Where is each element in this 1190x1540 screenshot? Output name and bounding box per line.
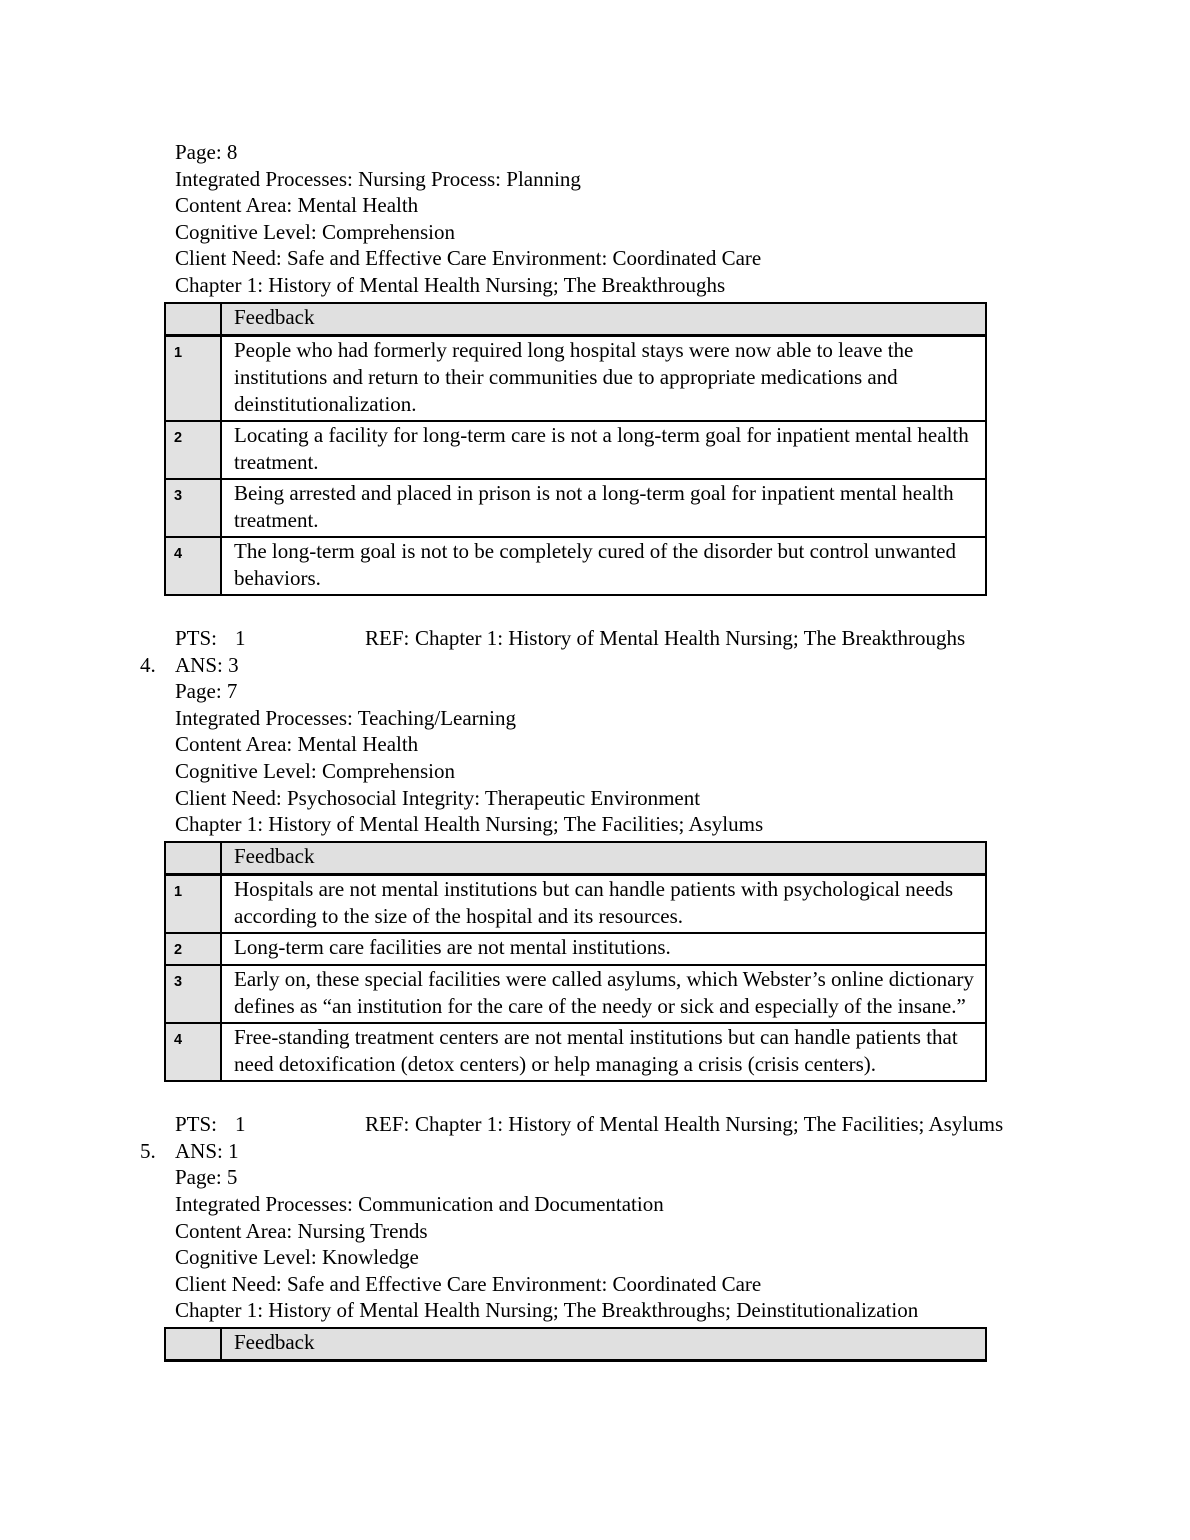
meta-line: Integrated Processes: Teaching/Learning <box>175 705 517 730</box>
feedback-table <box>164 302 987 596</box>
feedback-header-cell: Feedback <box>221 1328 986 1361</box>
sections-host <box>0 139 1190 1362</box>
question-section <box>0 652 1190 1138</box>
meta-line: Chapter 1: History of Mental Health Nursing; The Breakthroughs; Deinstitutionalization <box>175 1298 919 1323</box>
meta-line: Client Need: Safe and Effective Care Environment: Coordinated Care <box>175 1271 762 1296</box>
meta-line: Integrated Processes: Communication and Documentation <box>175 1191 664 1216</box>
meta-line: Chapter 1: History of Mental Health Nursing; The Breakthroughs <box>175 272 726 297</box>
answer-line <box>140 652 1190 679</box>
feedback-row-text: Early on, these special facilities were called asylums, which Webster’s online dictionary defines as “an institution for the care of the needy or sick and especially of the insane.” <box>221 965 986 1023</box>
meta-line: Integrated Processes: Nursing Process: Planning <box>175 166 581 191</box>
feedback-row-text: The long-term goal is not to be completely cured of the disorder but control unwanted behaviors. <box>221 537 986 595</box>
pts-label: PTS: <box>175 625 218 650</box>
feedback-header-number-cell <box>165 842 221 875</box>
feedback-row <box>165 537 986 595</box>
feedback-row-text: Long-term care facilities are not mental institutions. <box>221 933 986 965</box>
feedback-header-number-cell <box>165 303 221 336</box>
feedback-row-text: Free-standing treatment centers are not mental institutions but can handle patients that need detoxification (detox centers) or help managing a crisis (crisis centers). <box>221 1023 986 1081</box>
answer-line <box>140 1138 1190 1165</box>
feedback-row-number: 2 <box>165 421 221 479</box>
meta-line: Content Area: Nursing Trends <box>175 1218 428 1243</box>
meta-line: Client Need: Psychosocial Integrity: Therapeutic Environment <box>175 785 701 810</box>
feedback-row-number: 1 <box>165 874 221 933</box>
feedback-table <box>164 1327 987 1362</box>
question-section <box>0 1138 1190 1362</box>
answer-label: ANS: <box>175 1138 223 1163</box>
pts-label: PTS: <box>175 1111 218 1136</box>
feedback-row-number: 1 <box>165 335 221 421</box>
pts-ref-line <box>175 625 1190 652</box>
feedback-row <box>165 335 986 421</box>
meta-line: Page: 8 <box>175 140 238 164</box>
feedback-row-number: 4 <box>165 1023 221 1081</box>
feedback-row <box>165 1023 986 1081</box>
meta-line: Content Area: Mental Health <box>175 732 419 757</box>
meta-line: Client Need: Safe and Effective Care Environment: Coordinated Care <box>175 246 762 271</box>
feedback-header-row <box>165 303 986 336</box>
feedback-row-text: People who had formerly required long hospital stays were now able to leave the institutions and return to their communities due to appropriate medications and deinstitutionalization. <box>221 335 986 421</box>
feedback-row-number: 4 <box>165 537 221 595</box>
feedback-row <box>165 965 986 1023</box>
feedback-row-text: Being arrested and placed in prison is not a long-term goal for inpatient mental health treatment. <box>221 479 986 537</box>
feedback-row-number: 3 <box>165 965 221 1023</box>
feedback-row-number: 2 <box>165 933 221 965</box>
meta-line: Cognitive Level: Comprehension <box>175 219 455 244</box>
feedback-header-row <box>165 1328 986 1361</box>
feedback-row-text: Hospitals are not mental institutions but can handle patients with psychological needs according to the size of the hospital and its resources. <box>221 874 986 933</box>
feedback-header-cell: Feedback <box>221 303 986 336</box>
question-number: 4. <box>140 652 156 677</box>
pts-value: 1 <box>235 625 246 650</box>
question-number: 5. <box>140 1138 156 1163</box>
answer-value: 1 <box>228 1138 239 1163</box>
pts-ref-line <box>175 1111 1190 1138</box>
meta-line: Page: 5 <box>175 1165 238 1190</box>
question-section <box>0 139 1190 652</box>
feedback-header-row <box>165 842 986 875</box>
meta-line: Content Area: Mental Health <box>175 193 419 218</box>
ref-label: REF: <box>365 1111 410 1136</box>
feedback-header-cell: Feedback <box>221 842 986 875</box>
pts-value: 1 <box>235 1111 246 1136</box>
feedback-row-number: 3 <box>165 479 221 537</box>
answer-label: ANS: <box>175 652 223 677</box>
meta-line: Chapter 1: History of Mental Health Nursing; The Facilities; Asylums <box>175 812 764 837</box>
meta-line: Page: 7 <box>175 679 238 704</box>
meta-line: Cognitive Level: Knowledge <box>175 1245 419 1270</box>
feedback-row <box>165 479 986 537</box>
feedback-table <box>164 841 987 1082</box>
answer-value: 3 <box>228 652 239 677</box>
ref-value: Chapter 1: History of Mental Health Nursing; The Breakthroughs <box>415 625 966 650</box>
ref-value: Chapter 1: History of Mental Health Nursing; The Facilities; Asylums <box>415 1111 1004 1136</box>
ref-label: REF: <box>365 625 410 650</box>
feedback-header-number-cell <box>165 1328 221 1361</box>
meta-line: Cognitive Level: Comprehension <box>175 758 455 783</box>
feedback-row <box>165 421 986 479</box>
feedback-row <box>165 933 986 965</box>
feedback-row <box>165 874 986 933</box>
feedback-row-text: Locating a facility for long-term care is not a long-term goal for inpatient mental health treatment. <box>221 421 986 479</box>
